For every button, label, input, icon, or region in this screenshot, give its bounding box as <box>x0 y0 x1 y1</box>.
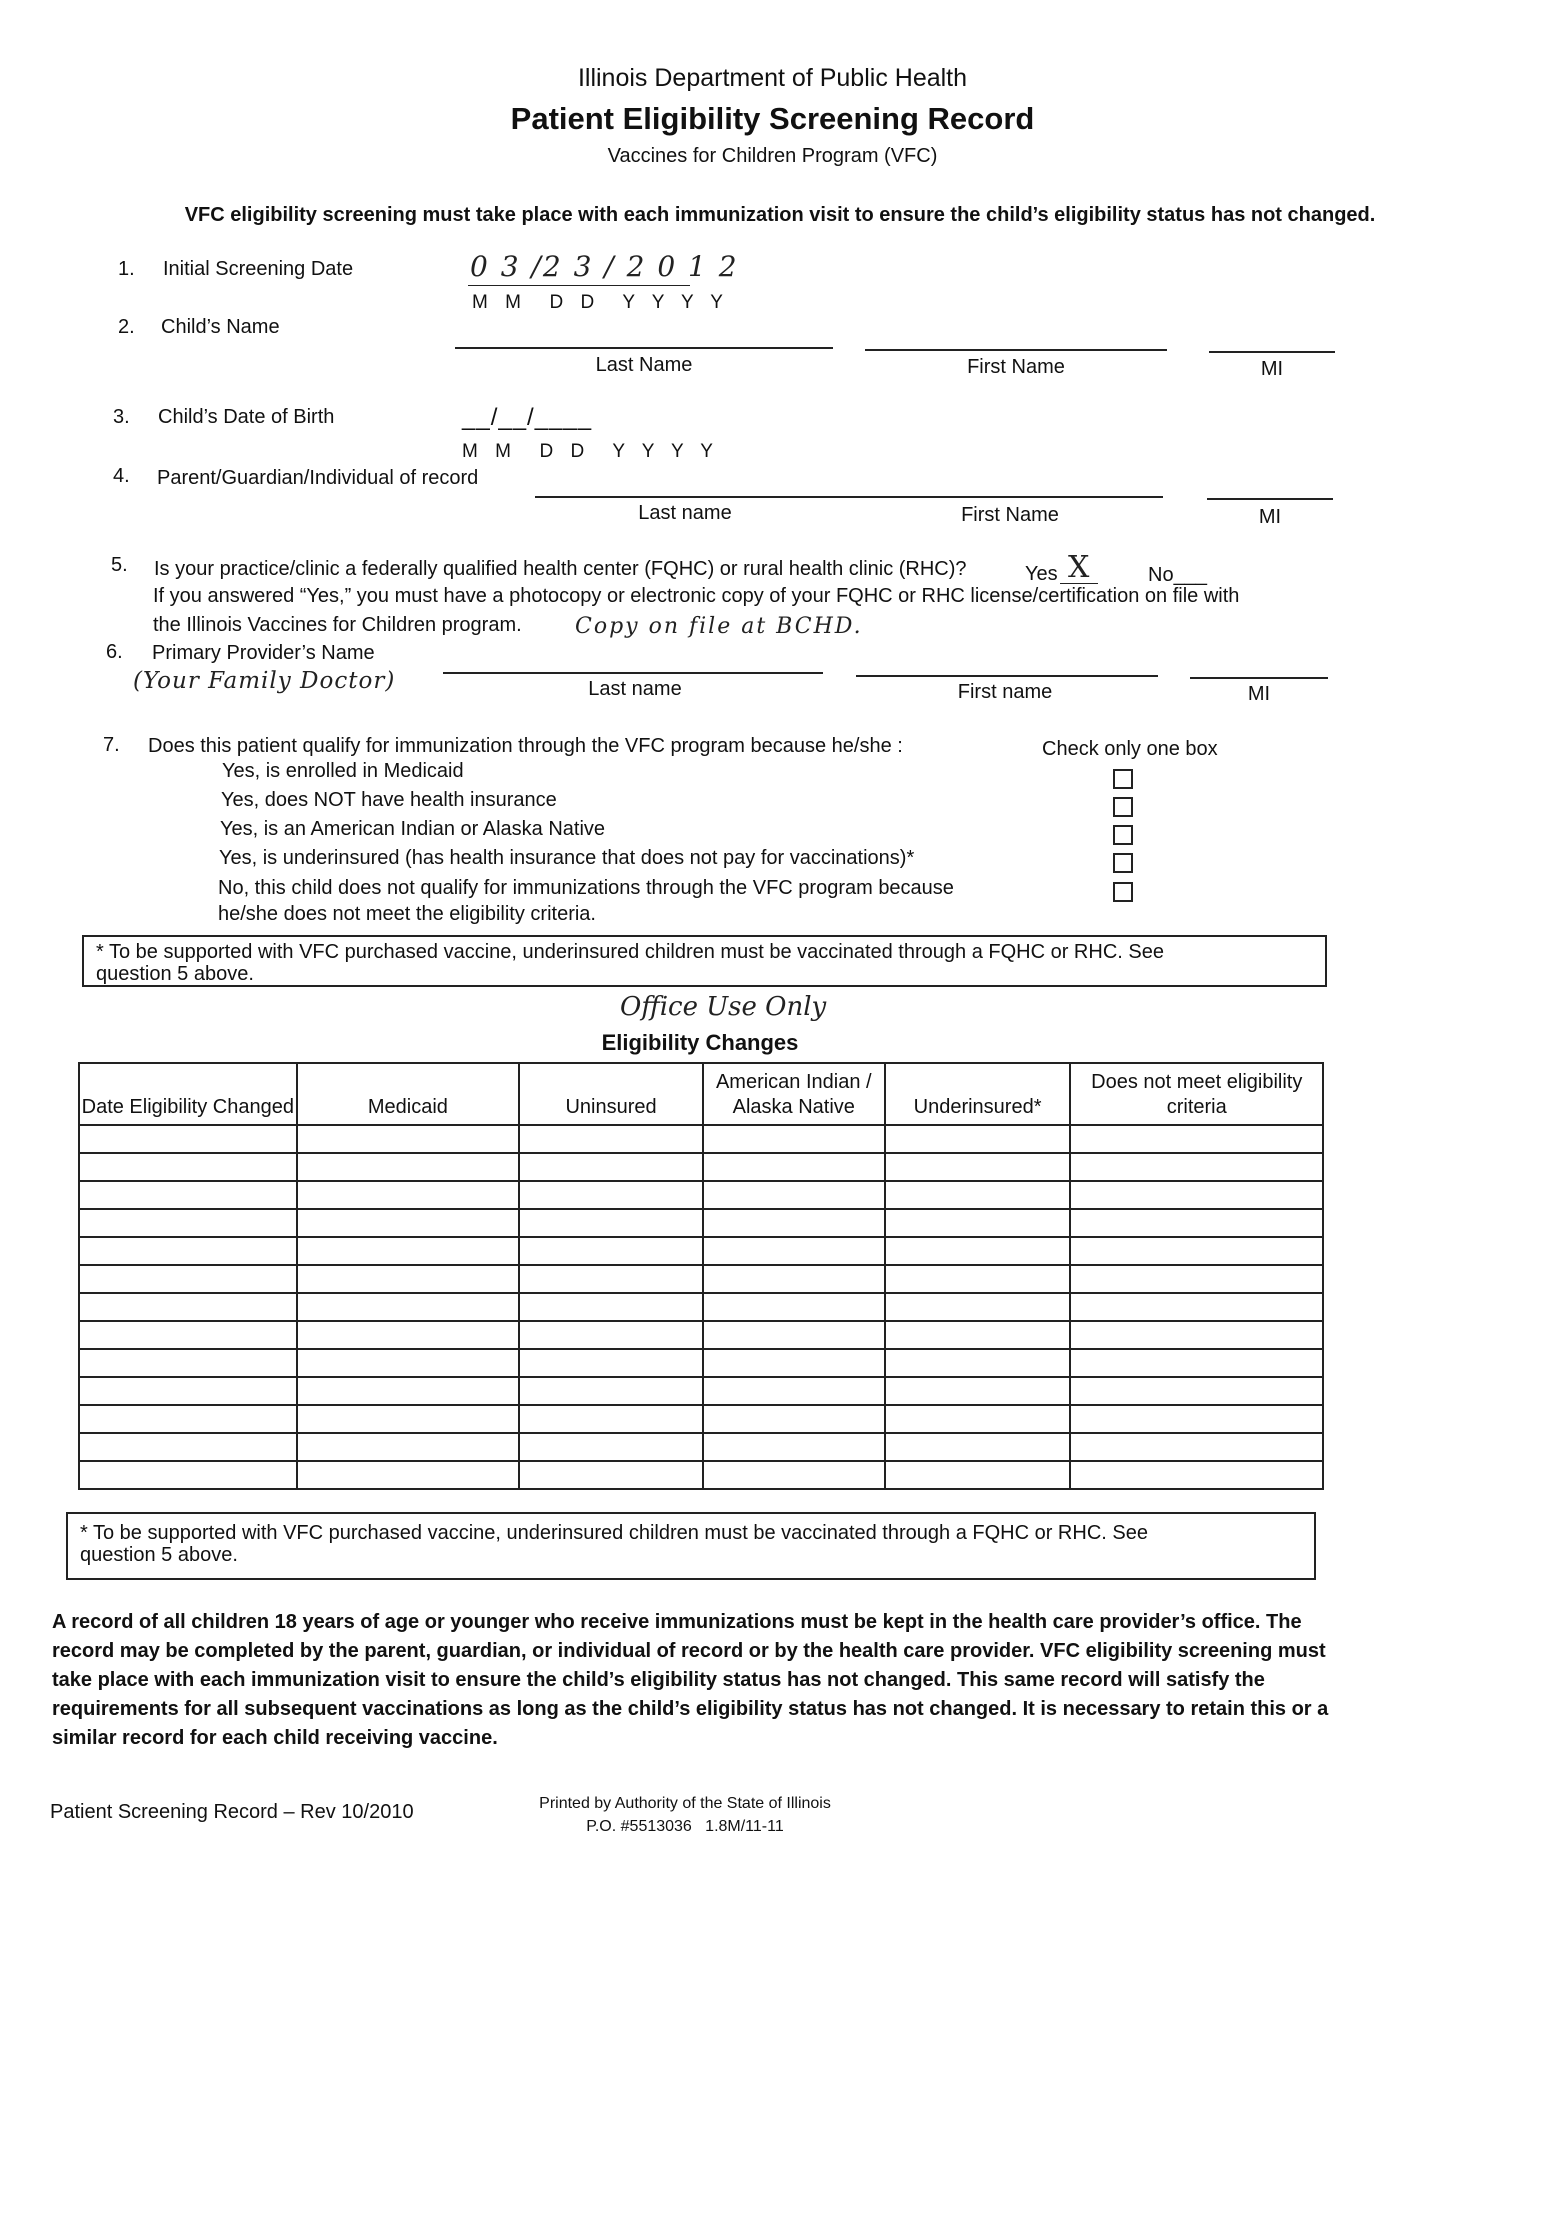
eligibility-changes-table <box>78 1062 1324 1490</box>
table-cell[interactable] <box>885 1237 1071 1265</box>
table-cell[interactable] <box>1070 1377 1323 1405</box>
table-cell[interactable] <box>703 1461 885 1489</box>
table-cell[interactable] <box>703 1433 885 1461</box>
provider-mi-field[interactable] <box>1190 677 1328 679</box>
q5-no-field[interactable]: No___ <box>1148 564 1207 586</box>
po-number: P.O. #5513036 1.8M/11-11 <box>586 1818 784 1835</box>
col-header-medicaid: Medicaid <box>297 1063 520 1125</box>
q6-mi-label: MI <box>1247 683 1271 705</box>
q5-yes-line <box>1060 583 1098 584</box>
checkbox-uninsured[interactable] <box>1113 797 1133 817</box>
checkbox-medicaid[interactable] <box>1113 769 1133 789</box>
table-cell[interactable] <box>703 1209 885 1237</box>
table-cell[interactable] <box>519 1405 703 1433</box>
q7-number: 7. <box>103 734 120 756</box>
table-cell[interactable] <box>297 1209 520 1237</box>
table-cell[interactable] <box>703 1181 885 1209</box>
table-cell[interactable] <box>519 1433 703 1461</box>
table-cell[interactable] <box>1070 1321 1323 1349</box>
table-cell[interactable] <box>1070 1209 1323 1237</box>
table-cell[interactable] <box>79 1433 297 1461</box>
q4-mi-label: MI <box>1258 506 1282 528</box>
table-row <box>79 1181 1323 1209</box>
q6-first-name-label: First name <box>957 681 1053 703</box>
table-cell[interactable] <box>1070 1237 1323 1265</box>
q7-question: Does this patient qualify for immunization through the VFC program because he/she : <box>148 735 903 757</box>
table-cell[interactable] <box>519 1181 703 1209</box>
q7-option-underinsured: Yes, is underinsured (has health insurance that does not pay for vaccinations)* <box>219 847 915 869</box>
child-mi-field[interactable] <box>1209 351 1335 353</box>
q1-date-format: M M D D Y Y Y Y <box>472 292 729 313</box>
table-cell[interactable] <box>885 1321 1071 1349</box>
form-subtitle: Vaccines for Children Program (VFC) <box>607 145 938 167</box>
checkbox-underinsured[interactable] <box>1113 853 1133 873</box>
record-keeping-paragraph: A record of all children 18 years of age or younger who receive immunizations must be kept in the health care provider’s office. The record may be completed by the parent, guardian, or individual of record or by the health care provider. VFC eligibility screening must take place with each immunization visit to ensure the child’s eligibility status has not changed. This same record will satisfy the requirements for all subsequent vaccinations as long as the child’s eligibility status has not changed. It is necessary to retain this or a similar record for each child receiving vaccine. <box>52 1611 1329 1749</box>
q7-option-not-eligible: No, this child does not qualify for immunizations through the VFC program because <box>218 877 954 899</box>
q1-label: Initial Screening Date <box>163 258 354 280</box>
table-cell[interactable] <box>885 1181 1071 1209</box>
q5-yes-label: Yes <box>1025 563 1058 585</box>
table-cell[interactable] <box>885 1209 1071 1237</box>
q5-question: Is your practice/clinic a federally qualified health center (FQHC) or rural health clinic (RHC)? <box>154 558 967 580</box>
table-cell[interactable] <box>703 1125 885 1153</box>
q1-number: 1. <box>118 258 135 280</box>
provider-last-name-field[interactable] <box>443 672 823 674</box>
table-row <box>79 1433 1323 1461</box>
table-cell[interactable] <box>297 1265 520 1293</box>
child-first-name-field[interactable] <box>865 349 1167 351</box>
table-cell[interactable] <box>1070 1461 1323 1489</box>
q6-label: Primary Provider’s Name <box>152 642 375 664</box>
table-row <box>79 1377 1323 1405</box>
table-cell[interactable] <box>885 1153 1071 1181</box>
table-cell[interactable] <box>519 1125 703 1153</box>
intro-text: VFC eligibility screening must take place with each immunization visit to ensure the child’s eligibility status has not changed. <box>184 204 1376 226</box>
table-cell[interactable] <box>703 1405 885 1433</box>
q6-handwritten-provider: (Your Family Doctor) <box>133 668 396 694</box>
guardian-last-first-field[interactable] <box>535 496 1163 498</box>
q4-number: 4. <box>113 465 130 487</box>
table-cell[interactable] <box>1070 1265 1323 1293</box>
table-row <box>79 1349 1323 1377</box>
q7-option-uninsured: Yes, does NOT have health insurance <box>221 789 557 811</box>
table-cell[interactable] <box>1070 1349 1323 1377</box>
table-row <box>79 1405 1323 1433</box>
child-last-name-field[interactable] <box>455 347 833 349</box>
table-cell[interactable] <box>297 1377 520 1405</box>
q5-instruction: If you answered “Yes,” you must have a photocopy or electronic copy of your FQHC or RHC license/certification on file with <box>153 585 1240 607</box>
table-cell[interactable] <box>297 1153 520 1181</box>
table-cell[interactable] <box>519 1265 703 1293</box>
table-cell[interactable] <box>1070 1293 1323 1321</box>
q2-label: Child’s Name <box>161 316 280 338</box>
printed-by: Printed by Authority of the State of Illinois <box>539 1795 831 1812</box>
table-cell[interactable] <box>885 1125 1071 1153</box>
q5-number: 5. <box>111 554 128 576</box>
table-cell[interactable] <box>1070 1153 1323 1181</box>
table-cell[interactable] <box>519 1237 703 1265</box>
table-cell[interactable] <box>519 1153 703 1181</box>
table-cell[interactable] <box>703 1153 885 1181</box>
table-cell[interactable] <box>79 1237 297 1265</box>
initial-screening-date-value[interactable]: 0 3 /2 3 / 2 0 1 2 <box>470 250 739 283</box>
table-cell[interactable] <box>885 1461 1071 1489</box>
q4-label: Parent/Guardian/Individual of record <box>157 467 479 489</box>
q6-last-name-label: Last name <box>588 678 682 700</box>
table-cell[interactable] <box>79 1181 297 1209</box>
agency-name: Illinois Department of Public Health <box>577 64 968 92</box>
q2-number: 2. <box>118 316 135 338</box>
table-cell[interactable] <box>1070 1181 1323 1209</box>
table-cell[interactable] <box>297 1237 520 1265</box>
table-cell[interactable] <box>297 1405 520 1433</box>
q7-check-label: Check only one box <box>1042 738 1218 760</box>
date-underline <box>468 285 690 286</box>
q7-option-medicaid: Yes, is enrolled in Medicaid <box>222 760 464 782</box>
q2-mi-label: MI <box>1260 358 1284 380</box>
footnote-box-top <box>82 935 1327 987</box>
q7-option-american-indian: Yes, is an American Indian or Alaska Native <box>220 818 606 840</box>
table-cell[interactable] <box>79 1349 297 1377</box>
table-cell[interactable] <box>79 1125 297 1153</box>
table-cell[interactable] <box>885 1349 1071 1377</box>
form-revision: Patient Screening Record – Rev 10/2010 <box>50 1801 414 1823</box>
table-cell[interactable] <box>703 1349 885 1377</box>
table-row <box>79 1209 1323 1237</box>
table-cell[interactable] <box>297 1461 520 1489</box>
footnote-box-bottom <box>66 1512 1316 1580</box>
table-cell[interactable] <box>885 1377 1071 1405</box>
table-cell[interactable] <box>885 1265 1071 1293</box>
footnote-line-2: question 5 above. <box>80 1544 238 1566</box>
table-cell[interactable] <box>79 1209 297 1237</box>
checkbox-american-indian[interactable] <box>1113 825 1133 845</box>
q4-first-name-label: First Name <box>961 504 1059 526</box>
table-cell[interactable] <box>79 1405 297 1433</box>
table-cell[interactable] <box>297 1181 520 1209</box>
table-cell[interactable] <box>703 1377 885 1405</box>
table-cell[interactable] <box>519 1293 703 1321</box>
table-cell[interactable] <box>79 1293 297 1321</box>
q5-instruction-cont: the Illinois Vaccines for Children program. <box>153 614 522 636</box>
table-cell[interactable] <box>79 1153 297 1181</box>
table-cell[interactable] <box>1070 1433 1323 1461</box>
table-cell[interactable] <box>79 1461 297 1489</box>
table-title: Eligibility Changes <box>601 1030 799 1055</box>
provider-first-name-field[interactable] <box>856 675 1158 677</box>
table-cell[interactable] <box>297 1321 520 1349</box>
office-use-note: Office Use Only <box>620 992 827 1022</box>
q3-date-format: M M D D Y Y Y Y <box>462 441 719 462</box>
table-cell[interactable] <box>885 1433 1071 1461</box>
table-cell[interactable] <box>79 1321 297 1349</box>
q2-first-name-label: First Name <box>967 356 1065 378</box>
table-row <box>79 1125 1323 1153</box>
form-title: Patient Eligibility Screening Record <box>510 101 1035 136</box>
q3-number: 3. <box>113 406 130 428</box>
table-cell[interactable] <box>519 1321 703 1349</box>
q7-option-not-eligible-cont: he/she does not meet the eligibility criteria. <box>218 903 596 925</box>
table-row <box>79 1265 1323 1293</box>
q5-handwritten-note: Copy on file at BCHD. <box>575 614 863 639</box>
col-header-underinsured: Underinsured* <box>885 1063 1071 1125</box>
table-cell[interactable] <box>703 1321 885 1349</box>
table-cell[interactable] <box>703 1293 885 1321</box>
q5-yes-mark[interactable]: X <box>1068 550 1090 585</box>
table-cell[interactable] <box>297 1349 520 1377</box>
table-cell[interactable] <box>519 1349 703 1377</box>
table-cell[interactable] <box>885 1293 1071 1321</box>
table-cell[interactable] <box>79 1377 297 1405</box>
checkbox-not-eligible[interactable] <box>1113 882 1133 902</box>
footnote-line-1: * To be supported with VFC purchased vaccine, underinsured children must be vaccinated through a FQHC or RHC. See <box>96 941 1164 963</box>
col-header-not-eligible: Does not meet eligibility criteria <box>1070 1063 1323 1125</box>
table-row <box>79 1461 1323 1489</box>
table-body <box>79 1125 1323 1489</box>
child-dob-field[interactable]: __/__/____ <box>462 404 593 431</box>
table-cell[interactable] <box>519 1209 703 1237</box>
table-cell[interactable] <box>885 1405 1071 1433</box>
col-header-date: Date Eligibility Changed <box>79 1063 297 1125</box>
table-cell[interactable] <box>519 1461 703 1489</box>
col-header-american-indian: American Indian / Alaska Native <box>703 1063 885 1125</box>
footnote-line-1: * To be supported with VFC purchased vaccine, underinsured children must be vaccinated through a FQHC or RHC. See <box>80 1522 1148 1544</box>
q2-last-name-label: Last Name <box>595 354 693 376</box>
col-header-uninsured: Uninsured <box>519 1063 703 1125</box>
table-cell[interactable] <box>297 1433 520 1461</box>
table-cell[interactable] <box>297 1293 520 1321</box>
table-cell[interactable] <box>703 1237 885 1265</box>
table-cell[interactable] <box>1070 1125 1323 1153</box>
q3-label: Child’s Date of Birth <box>158 406 335 428</box>
table-row <box>79 1153 1323 1181</box>
table-row <box>79 1293 1323 1321</box>
table-cell[interactable] <box>1070 1405 1323 1433</box>
table-row <box>79 1321 1323 1349</box>
table-row <box>79 1237 1323 1265</box>
q4-last-name-label: Last name <box>638 502 732 524</box>
table-cell[interactable] <box>703 1265 885 1293</box>
table-cell[interactable] <box>519 1377 703 1405</box>
table-cell[interactable] <box>297 1125 520 1153</box>
q6-number: 6. <box>106 641 123 663</box>
table-cell[interactable] <box>79 1265 297 1293</box>
footnote-line-2: question 5 above. <box>96 963 254 985</box>
guardian-mi-field[interactable] <box>1207 498 1333 500</box>
